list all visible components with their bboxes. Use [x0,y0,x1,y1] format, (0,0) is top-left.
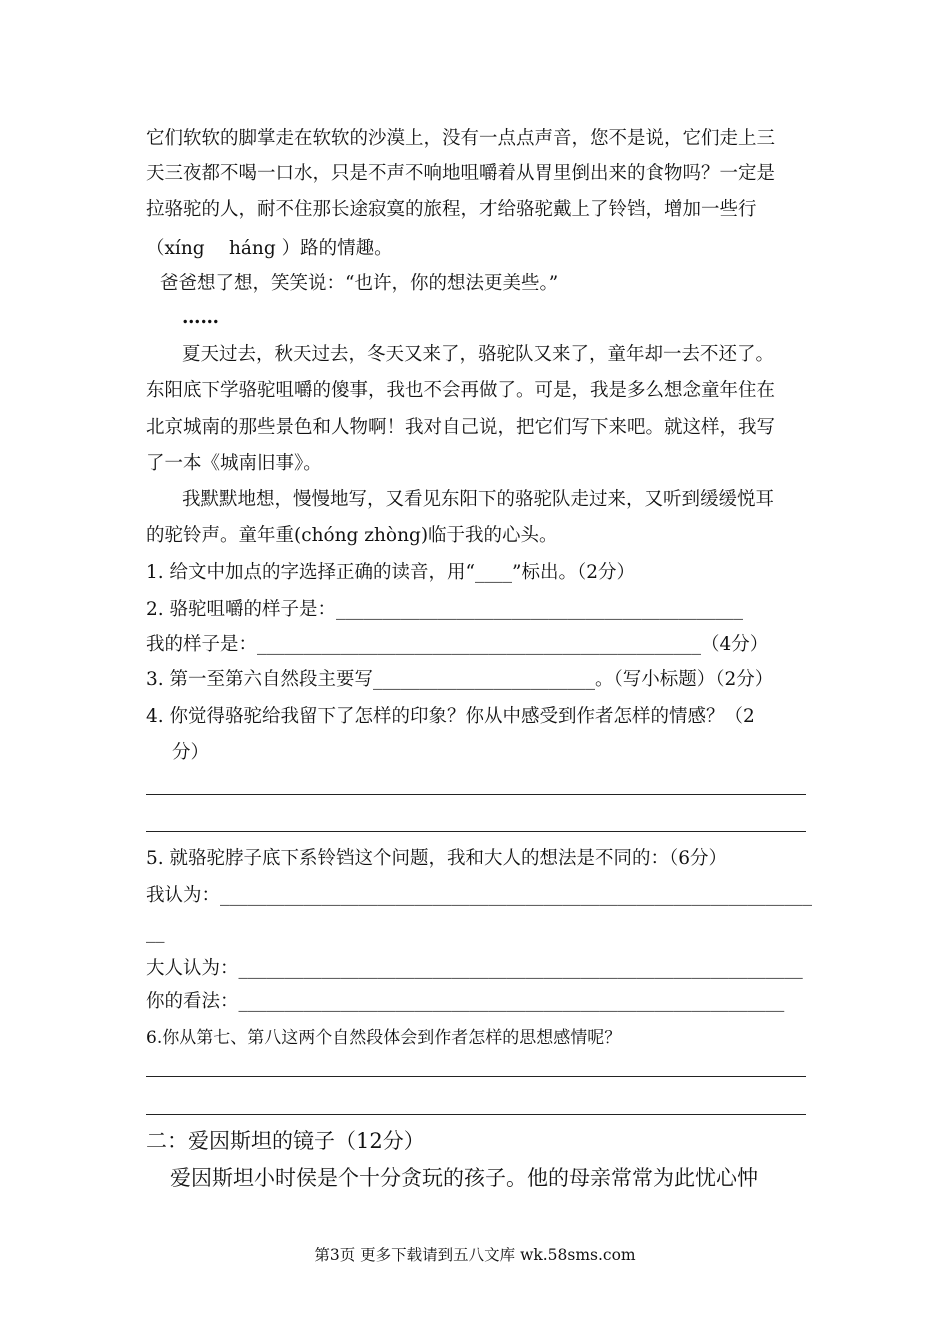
page-footer: 第3页 更多下载请到五八文库 wk.58sms.com [314,1246,636,1264]
ellipsis: …… [182,307,219,328]
question-2: 2. 骆驼咀嚼的样子是：____________________________________________ [146,599,744,620]
question-5-yours: 你的看法：___________________________________________________________ [146,991,785,1012]
passage-line: 夏天过去，秋天过去，冬天又来了，骆驼队又来了，童年却一去不还了。 [182,344,775,365]
question-5-overflow: __ [146,922,165,943]
passage-line: （xíng háng ）路的情趣。 [146,238,393,259]
passage-line: 爸爸想了想，笑笑说：“也许，你的想法更美些。” [160,273,559,294]
question-5-me: 我认为：________________________________________________________________ [146,885,813,906]
question-4: 4. 你觉得骆驼给我留下了怎样的印象？你从中感受到作者怎样的情感？（2 [146,706,755,727]
question-6: 6.你从第七、第八这两个自然段体会到作者怎样的思想感情呢？ [146,1028,622,1048]
answer-line[interactable] [146,794,806,795]
question-3: 3. 第一至第六自然段主要写________________________。（写小标题）（2分） [146,669,774,690]
passage-line: 天三夜都不喝一口水，只是不声不响地咀嚼着从胃里倒出来的食物吗？一定是 [146,163,776,184]
passage-line: 的驼铃声。童年重(chóng zhòng)临于我的心头。 [146,525,558,546]
section-title: 二：爱因斯坦的镜子（12分） [146,1129,425,1153]
section-paragraph: 爱因斯坦小时侯是个十分贪玩的孩子。他的母亲常常为此忧心忡 [170,1166,758,1190]
passage-line: 拉骆驼的人，耐不住那长途寂寞的旅程，才给骆驼戴上了铃铛，增加一些行 [146,199,757,220]
question-5-adults: 大人认为：_____________________________________________________________ [146,958,803,979]
question-4-cont: 分） [172,742,210,763]
answer-line[interactable] [146,1076,806,1077]
passage-line: 它们软软的脚掌走在软软的沙漠上，没有一点点声音，您不是说，它们走上三 [146,128,776,149]
answer-line[interactable] [146,831,806,832]
question-2-answer: 我的样子是：________________________________________________（4分） [146,634,769,655]
passage-line: 北京城南的那些景色和人物啊！我对自己说，把它们写下来吧。就这样，我写 [146,417,776,438]
question-5: 5. 就骆驼脖子底下系铃铛这个问题，我和大人的想法是不同的：（6分） [146,848,728,869]
question-1: 1. 给文中加点的字选择正确的读音，用“____”标出。（2分） [146,562,635,583]
passage-line: 了一本《城南旧事》。 [146,453,322,474]
passage-line: 东阳底下学骆驼咀嚼的傻事，我也不会再做了。可是，我是多么想念童年住在 [146,380,776,401]
answer-line[interactable] [146,1114,806,1115]
passage-line: 我默默地想，慢慢地写，又看见东阳下的骆驼队走过来，又听到缓缓悦耳 [182,489,775,510]
